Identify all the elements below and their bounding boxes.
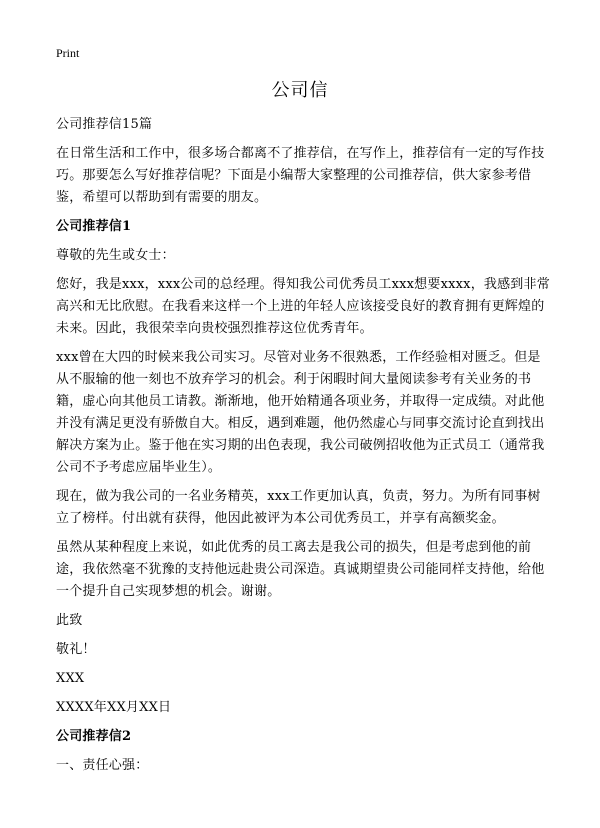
letter1-closing-1: 此致 [56, 613, 83, 628]
letter2-heading: 公司推荐信2 [56, 729, 132, 744]
print-label: Print [56, 46, 80, 60]
letter1-closing-2: 敬礼！ [56, 642, 96, 657]
letter2-item-1: 一、责任心强： [56, 758, 149, 773]
letter1-paragraph-2: xxx曾在大四的时候来我公司实习。尽管对业务不很熟悉，工作经验相对匮乏。但是从不服输的他一刻也不放弃学习的机会。利于闲暇时间大量阅读参考有关业务的书籍，虚心向其他员工请教。渐渐地，他开始精通各项业务，并取得一定成绩。对此他并没有满足更没有骄傲自大。相反，遇到难题，他仍然虚心与同事交流讨论直到找出解决方案为止。鉴于他在实习期的出色表现，我公司破例招收他为正式员工（通常我公司不予考虑应届毕业生）。 [56, 350, 545, 475]
intro-paragraph: 在日常生活和工作中，很多场合都离不了推荐信，在写作上，推荐信有一定的写作技巧。那要怎么写好推荐信呢？下面是小编帮大家整理的公司推荐信，供大家参考借鉴，希望可以帮助到有需要的朋友。 [56, 146, 545, 205]
document-body [56, 114, 552, 777]
letter1-paragraph-3: 现在，做为我公司的一名业务精英，xxx工作更加认真，负责，努力。为所有同事树立了榜样。付出就有获得，他因此被评为本公司优秀员工，并享有高额奖金。 [56, 489, 541, 526]
letter1-salutation: 尊敬的先生或女士： [56, 248, 175, 263]
letter1-heading: 公司推荐信1 [56, 219, 132, 234]
letter1-paragraph-1: 您好，我是xxx，xxx公司的总经理。得知我公司优秀员工xxx想要xxxx，我感到非常高兴和无比欣慰。在我看来这样一个上进的年轻人应该接受良好的教育拥有更辉煌的未来。因此，我很荣幸向贵校强烈推荐这位优秀青年。 [56, 277, 550, 336]
letter1-paragraph-4: 虽然从某种程度上来说，如此优秀的员工离去是我公司的损失，但是考虑到他的前途，我依然毫不犹豫的支持他远赴贵公司深造。真诚期望贵公司能同样支持他，给他一个提升自己实现梦想的机会。谢谢。 [56, 540, 545, 599]
letter1-date: XXXX年XX月XX日 [56, 700, 172, 715]
page-title: 公司信 [271, 80, 329, 101]
document-subtitle: 公司推荐信15篇 [56, 117, 153, 132]
letter1-signature: XXX [56, 671, 85, 686]
